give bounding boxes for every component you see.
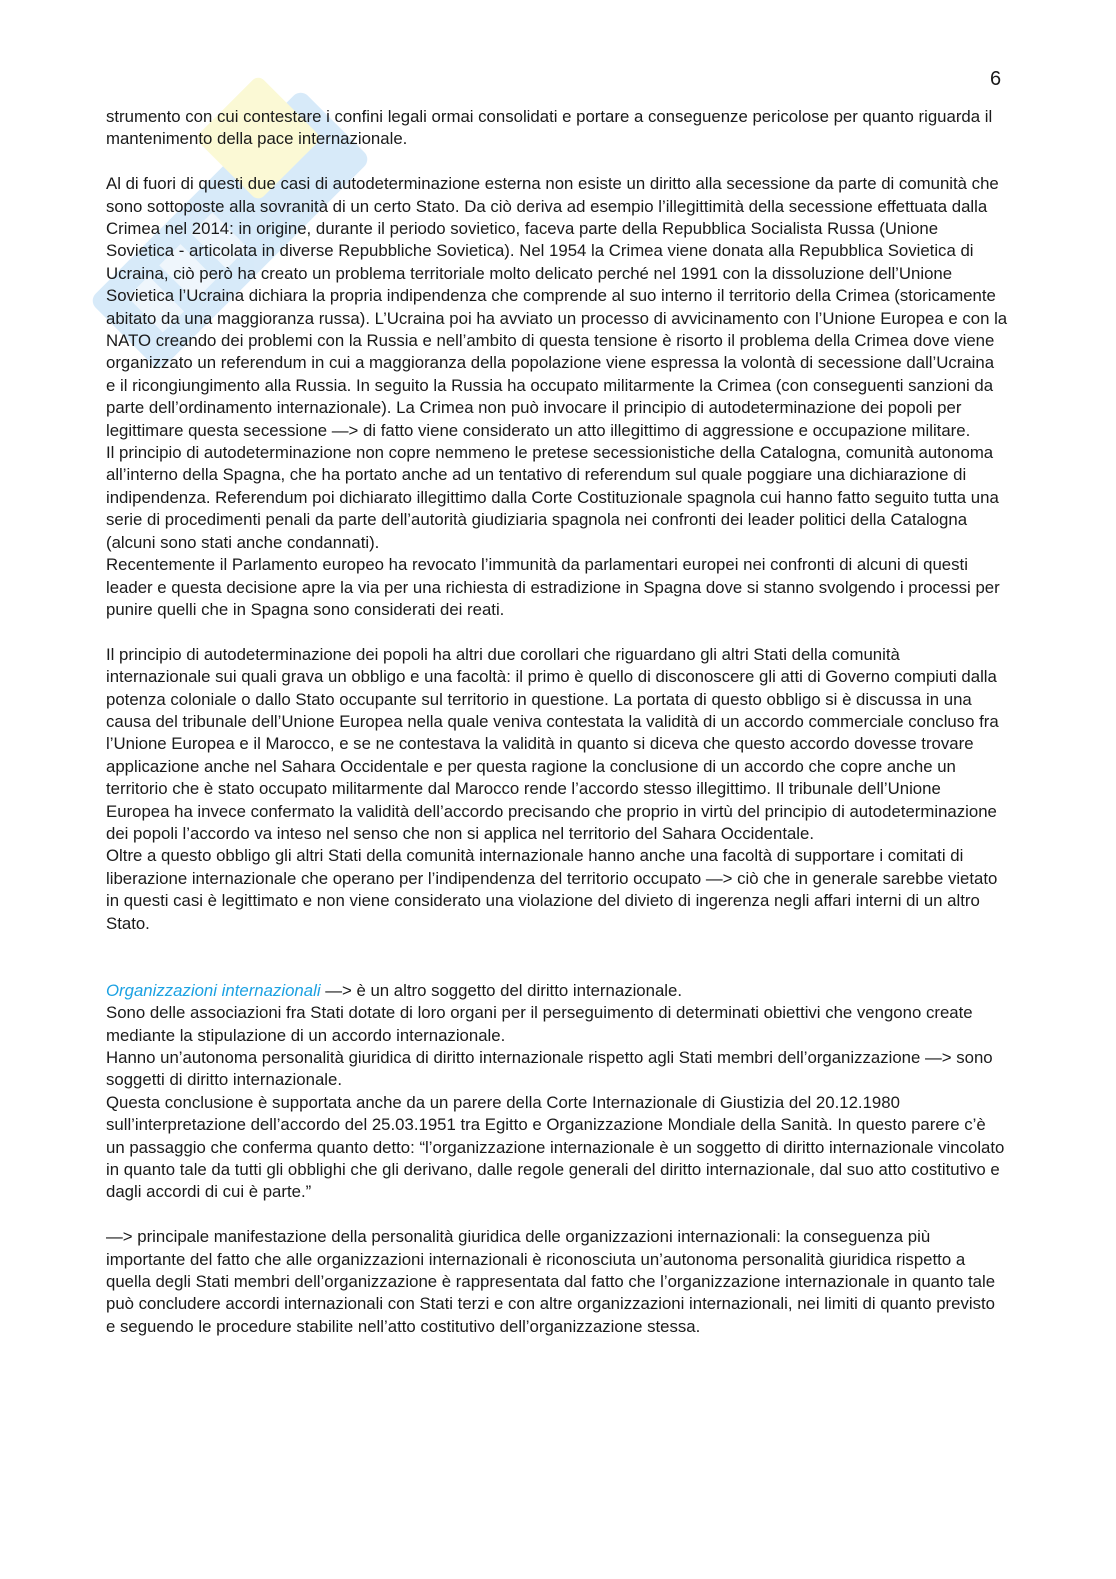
paragraph-3: Il principio di autodeterminazione non copre nemmeno le pretese secessionistiche della Catalogna, comunità autonoma all’interno della Spagna, che ha portato anche ad un tentativo di referendum sul quale poggiare una dichiarazione di indipendenza. Referendum poi dichiarato illegittimo dalla Corte Costituzionale spagnola cui hanno fatto seguito tutta una serie di procedimenti penali da parte dell’autorità giudiziaria spagnola nei confronti dei leader politici della Catalogna (alcuni sono stati anche condannati). — [106, 443, 999, 552]
section-heading-rest: —> è un altro soggetto del diritto internazionale. — [320, 980, 683, 1000]
section-heading-paragraph — [106, 980, 1008, 1002]
paragraph-8: Sono delle associazioni fra Stati dotate di loro organi per il perseguimento di determinati obiettivi che vengono create mediante la stipulazione di un accordo internazionale. — [106, 1003, 973, 1045]
paragraph-9: Hanno un’autonoma personalità giuridica di diritto internazionale rispetto agli Stati membri dell’organizzazione —> sono soggetti di diritto internazionale. — [106, 1048, 993, 1090]
paragraph-10: Questa conclusione è supportata anche da un parere della Corte Internazionale di Giustizia del 20.12.1980 sull’interpretazione dell’accordo del 25.03.1951 tra Egitto e Organizzazione Mondiale della Sanità. In questo parere c’è un passaggio che conferma quanto detto: “l’organizzazione internazionale è un soggetto di diritto internazionale vincolato in quanto tale da tutti gli obblighi che gli derivano, dalle regole generali del diritto internazionale, dal suo atto costitutivo e dagli accordi di cui è parte.” — [106, 1092, 1005, 1202]
paragraph-2: Al di fuori di questi due casi di autodeterminazione esterna non esiste un diritto alla secessione da parte di comunità che sono sottoposte alla sovranità di un certo Stato. Da ciò deriva ad esempio l’illegittimità della secessione effettuata dalla Crimea nel 2014: in origine, durante il periodo sovietico, faceva parte della Repubblica Socialista Russa (Unione Sovietica - articolata in diverse Repubbliche Sovietica). Nel 1954 la Crimea viene donata alla Repubblica Sovietica di Ucraina, ciò però ha creato un problema territoriale molto delicato perché nel 1991 con la dissoluzione dell’Unione Sovietica l’Ucraina dichiara la propria indipendenza che comprende al suo interno il territorio della Crimea (storicamente abitato da una maggioranza russa). L’Ucraina poi ha avviato un processo di avvicinamento con l’Unione Europea e con la NATO creando dei problemi con la Russia e nell’ambito di questa tensione è risorto il problema della Crimea dove viene organizzato un referendum in cui a maggioranza della popolazione viene espressa la volontà di secessione dall’Ucraina e il ricongiungimento alla Russia. In seguito la Russia ha occupato militarmente la Crimea (con conseguenti sanzioni da parte dell’ordinamento internazionale). La Crimea non può invocare il principio di autodeterminazione dei popoli per legittimare questa secessione —> di fatto viene considerato un atto illegittimo di aggressione e occupazione militare. — [106, 174, 1008, 440]
document-body — [106, 106, 1008, 1338]
paragraph-1: strumento con cui contestare i confini legali ormai consolidati e portare a conseguenze pericolose per quanto riguarda il mantenimento della pace internazionale. — [106, 107, 993, 149]
paragraph-11: —> principale manifestazione della personalità giuridica delle organizzazioni internazionali: la conseguenza più importante del fatto che alle organizzazioni internazionali è riconosciuta un’autonoma personalità giuridica rispetto a quella degli Stati membri dell’organizzazione è rappresentata dal fatto che l’organizzazione internazionale in quanto tale può concludere accordi internazionali con Stati terzi e con altre organizzazioni internazionali, nei limiti di quanto previsto e seguendo le procedure stabilite nell’atto costitutivo dell’organizzazione stessa. — [106, 1227, 996, 1336]
paragraph-4: Recentemente il Parlamento europeo ha revocato l’immunità da parlamentari europei nei confronti di alcuni di questi leader e questa decisione apre la via per una richiesta di estradizione in Spagna dove si stanno svolgendo i processi per punire quelli che in Spagna sono considerati dei reati. — [106, 555, 1000, 619]
paragraph-6: Oltre a questo obbligo gli altri Stati della comunità internazionale hanno anche una facoltà di supportare i comitati di liberazione internazionale che operano per l’indipendenza del territorio occupato —> ciò che in generale sarebbe vietato in questi casi è legittimato e non viene considerato una violazione del divieto di ingerenza negli affari interni di un altro Stato. — [106, 846, 998, 933]
section-term: Organizzazioni internazionali — [106, 980, 321, 1000]
page-number: 6 — [990, 68, 1002, 90]
paragraph-5: Il principio di autodeterminazione dei popoli ha altri due corollari che riguardano gli altri Stati della comunità internazionale sui quali grava un obbligo e una facoltà: il primo è quello di disconoscere gli atti di Governo compiuti dalla potenza coloniale o dallo Stato occupante sul territorio in questione. La portata di questo obbligo si è discussa in una causa del tribunale dell’Unione Europea nella quale veniva contestata la validità di un accordo commerciale concluso fra l’Unione Europea e il Marocco, e se ne contestava la validità in quanto si diceva che questo accordo dovesse trovare applicazione anche nel Sahara Occidentale e per questa ragione la conclusione di un accordo che copre anche un territorio che è stato occupato militarmente dal Marocco rende l’accordo stesso illegittimo. Il tribunale dell’Unione Europea ha invece confermato la validità dell’accordo precisando che proprio in virtù del principio di autodeterminazione dei popoli l’accordo va inteso nel senso che non si applica nel territorio del Sahara Occidentale. — [106, 644, 999, 843]
